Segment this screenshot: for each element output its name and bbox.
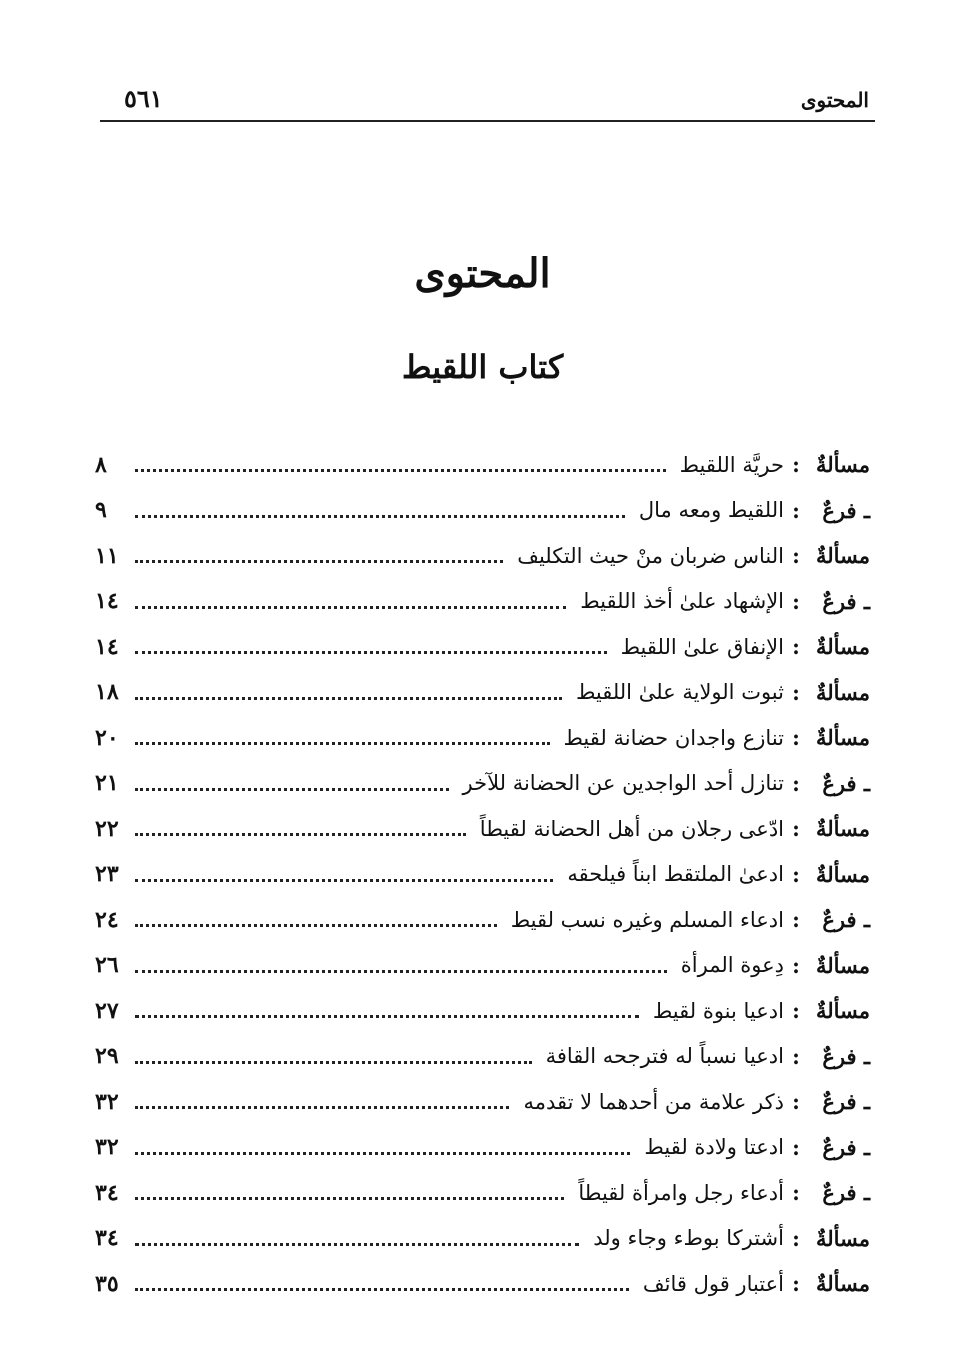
- entry-separator: :: [792, 1271, 800, 1297]
- entry-page: ٢٣: [95, 861, 119, 888]
- entry-type: ـ فرعٌ: [822, 497, 870, 523]
- entry-title: ذكر علامة من أحدهما لا تقدمه: [523, 1089, 784, 1114]
- dot-leader: [135, 1015, 639, 1018]
- entry-type: ـ فرعٌ: [822, 1180, 870, 1206]
- entry-type: مسألةٌ: [815, 952, 870, 978]
- entry-title: الإشهاد علىٰ أخذ اللقيط: [580, 589, 784, 614]
- entry-type: مسألةٌ: [815, 1225, 870, 1251]
- entry-page: ٢٠: [95, 724, 119, 751]
- entry-type: مسألةٌ: [815, 679, 870, 705]
- entry-type: مسألةٌ: [815, 634, 870, 660]
- entry-page: ١١: [95, 542, 119, 569]
- toc-entry: [95, 624, 870, 670]
- entry-type: ـ فرعٌ: [822, 1134, 870, 1160]
- dot-leader: [135, 970, 667, 973]
- dot-leader: [135, 1106, 509, 1109]
- entry-page: ٣٢: [95, 1134, 119, 1161]
- toc-entry: [95, 1034, 870, 1080]
- toc-entry: [95, 1125, 870, 1171]
- toc-entry: [95, 533, 870, 579]
- dot-leader: [135, 742, 550, 745]
- toc-entry: [95, 442, 870, 488]
- dot-leader: [135, 469, 666, 472]
- entry-separator: :: [792, 861, 800, 887]
- table-of-contents: [95, 442, 870, 1307]
- entry-title: دِعوة المرأة: [680, 953, 784, 978]
- dot-leader: [135, 515, 625, 518]
- entry-separator: :: [792, 725, 800, 751]
- entry-page: ٢٧: [95, 997, 119, 1024]
- toc-entry: [95, 1079, 870, 1125]
- dot-leader: [135, 833, 466, 836]
- entry-title: اللقيط ومعه مال: [638, 498, 784, 523]
- entry-page: ١٨: [95, 679, 119, 706]
- entry-type: مسألةٌ: [815, 1271, 870, 1297]
- entry-title: أدعاء رجل وامرأة لقيطاً: [578, 1180, 784, 1205]
- toc-entry: [95, 1170, 870, 1216]
- entry-type: مسألةٌ: [815, 861, 870, 887]
- entry-separator: :: [792, 1043, 800, 1069]
- book-title: كتاب اللقيط: [401, 348, 564, 386]
- page-number: ٥٦١: [124, 84, 163, 113]
- entry-separator: :: [792, 770, 800, 796]
- entry-type: ـ فرعٌ: [822, 907, 870, 933]
- entry-page: ٣٥: [95, 1270, 119, 1297]
- entry-page: ٢٩: [95, 1043, 119, 1070]
- entry-type: مسألةٌ: [815, 816, 870, 842]
- dot-leader: [135, 1061, 532, 1064]
- entry-page: ٢٤: [95, 906, 119, 933]
- entry-title: أعتبار قول قائف: [642, 1271, 784, 1296]
- entry-page: ٩: [95, 497, 107, 524]
- entry-separator: :: [792, 679, 800, 705]
- dot-leader: [135, 1152, 630, 1155]
- dot-leader: [135, 1197, 564, 1200]
- entry-title: أشتركا بوطء وجاء ولد: [593, 1226, 784, 1251]
- entry-title: ادعيا بنوة لقيط: [652, 998, 784, 1023]
- entry-separator: :: [792, 952, 800, 978]
- entry-title: ادعتا ولادة لقيط: [644, 1135, 784, 1160]
- entry-type: مسألةٌ: [815, 725, 870, 751]
- entry-title: تنازل أحد الواجدين عن الحضانة للآخر: [462, 771, 784, 796]
- entry-type: ـ فرعٌ: [822, 588, 870, 614]
- toc-entry: [95, 670, 870, 716]
- entry-type: مسألةٌ: [815, 998, 870, 1024]
- dot-leader: [135, 651, 607, 654]
- entry-page: ٣٤: [95, 1179, 119, 1206]
- entry-separator: :: [792, 1180, 800, 1206]
- entry-separator: :: [792, 998, 800, 1024]
- toc-entry: [95, 943, 870, 989]
- entry-separator: :: [792, 1134, 800, 1160]
- entry-separator: :: [792, 588, 800, 614]
- toc-entry: [95, 806, 870, 852]
- entry-title: الإنفاق علىٰ اللقيط: [620, 634, 784, 659]
- entry-type: ـ فرعٌ: [822, 1043, 870, 1069]
- entry-separator: :: [792, 907, 800, 933]
- running-header: [100, 82, 875, 122]
- entry-title: ثبوت الولاية علىٰ اللقيط: [575, 680, 784, 705]
- dot-leader: [135, 697, 562, 700]
- entry-page: ١٤: [95, 588, 119, 615]
- entry-separator: :: [792, 1225, 800, 1251]
- entry-page: ٢٢: [95, 815, 119, 842]
- entry-separator: :: [792, 543, 800, 569]
- toc-entry: [95, 1261, 870, 1307]
- entry-page: ٣٤: [95, 1225, 119, 1252]
- dot-leader: [135, 1243, 579, 1246]
- entry-title: ادعاء المسلم وغيره نسب لقيط: [510, 907, 784, 932]
- dot-leader: [135, 879, 553, 882]
- entry-page: ٣٢: [95, 1088, 119, 1115]
- entry-title: ادّعى رجلان من أهل الحضانة لقيطاً: [479, 816, 784, 841]
- toc-entry: [95, 715, 870, 761]
- entry-title: ادعىٰ الملتقط ابناً فيلحقه: [567, 862, 784, 887]
- entry-separator: :: [792, 497, 800, 523]
- entry-type: مسألةٌ: [815, 452, 870, 478]
- toc-entry: [95, 897, 870, 943]
- toc-entry: [95, 988, 870, 1034]
- entry-type: ـ فرعٌ: [822, 770, 870, 796]
- entry-separator: :: [792, 816, 800, 842]
- entry-title: الناس ضربان منْ حيث التكليف: [517, 543, 784, 568]
- entry-separator: :: [792, 452, 800, 478]
- toc-entry: [95, 1216, 870, 1262]
- dot-leader: [135, 606, 566, 609]
- entry-type: ـ فرعٌ: [822, 1089, 870, 1115]
- entry-type: مسألةٌ: [815, 543, 870, 569]
- dot-leader: [135, 1288, 629, 1291]
- toc-entry: [95, 852, 870, 898]
- toc-entry: [95, 488, 870, 534]
- running-title: المحتوى: [800, 88, 869, 112]
- entry-page: ١٤: [95, 633, 119, 660]
- entry-page: ٢١: [95, 770, 119, 797]
- entry-title: تنازع واجدان حضانة لقيط: [563, 725, 784, 750]
- dot-leader: [135, 924, 497, 927]
- entry-title: حريَّة اللقيط: [679, 452, 784, 477]
- dot-leader: [135, 560, 503, 563]
- entry-page: ٨: [95, 451, 107, 478]
- entry-title: ادعيا نسباً له فترجحه القافة: [545, 1044, 784, 1069]
- page-title: المحتوى: [414, 250, 551, 297]
- dot-leader: [135, 788, 449, 791]
- entry-page: ٢٦: [95, 952, 119, 979]
- entry-separator: :: [792, 1089, 800, 1115]
- entry-separator: :: [792, 634, 800, 660]
- toc-entry: [95, 579, 870, 625]
- toc-entry: [95, 761, 870, 807]
